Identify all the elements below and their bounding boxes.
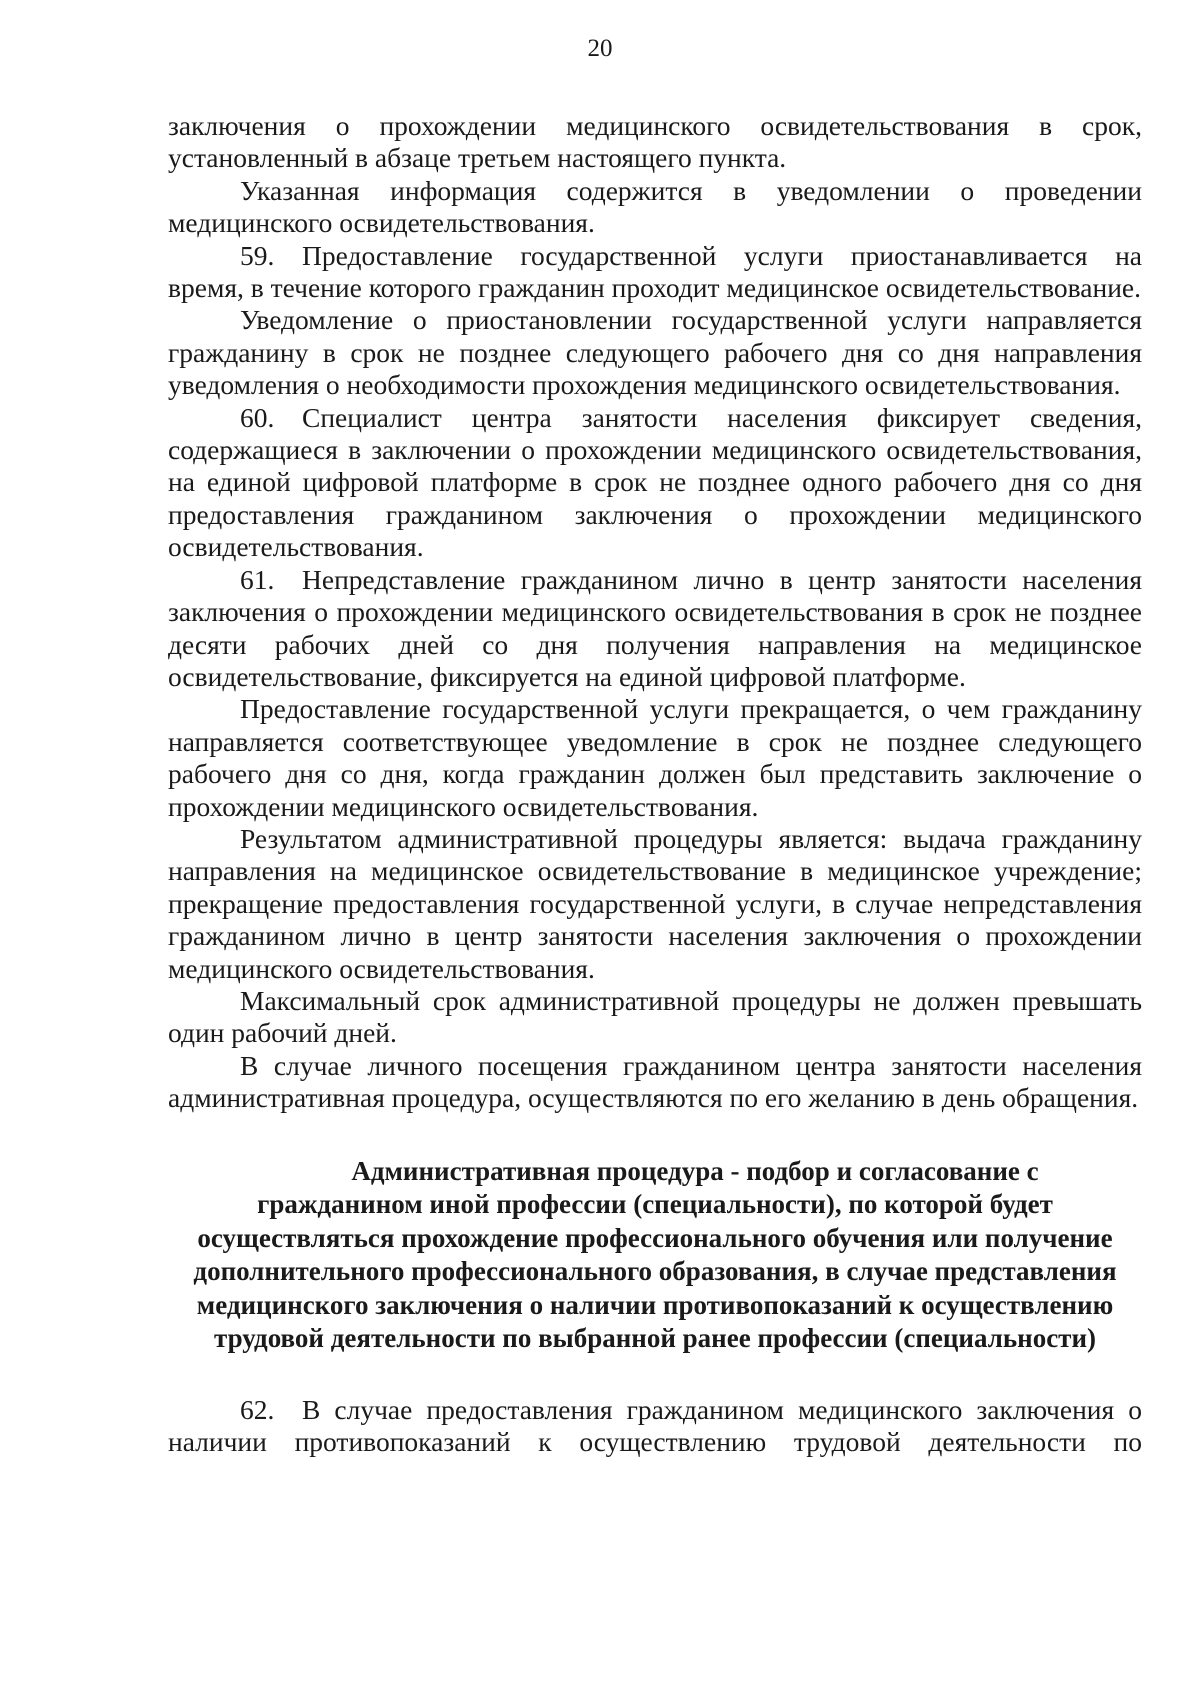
clause-number: 61. — [240, 563, 275, 595]
document-body — [168, 110, 1142, 1458]
paragraph-personal-visit: В случае личного посещения гражданином центра занятости населения административная процедура, осуществляются по его желанию в день обращения. — [168, 1049, 1142, 1114]
clause-text: Специалист центра занятости населения фиксирует сведения, содержащиеся в заключении о прохождении медицинского освидетельствования, на единой цифровой платформе в срок не позднее одного рабочего дня со дня предоставления гражданином заключения о прохождении медицинского освидетельствования. — [168, 401, 1142, 563]
paragraph-max-term: Максимальный срок административной процедуры не должен превышать один рабочий дней. — [168, 984, 1142, 1049]
paragraph-62 — [168, 1394, 1142, 1459]
heading-line: медицинского заключения о наличии противопоказаний к осуществлению — [196, 1289, 1114, 1320]
heading-line: трудовой деятельности по выбранной ранее профессии (специальности) — [213, 1323, 1096, 1354]
paragraph-59 — [168, 240, 1142, 305]
paragraph-termination: Предоставление государственной услуги прекращается, о чем гражданину направляется соответствующее уведомление в срок не позднее следующего рабочего дня со дня, когда гражданин должен был представить заключение о прохождении медицинского освидетельствования. — [168, 693, 1142, 822]
paragraph-continuation: заключения о прохождении медицинского освидетельствования в срок, установленный в абзаце третьем настоящего пункта. — [168, 110, 1142, 174]
heading-line: осуществляться прохождение профессионального обучения или получение — [197, 1222, 1113, 1253]
clause-text: Предоставление государственной услуги приостанавливается на время, в течение которого гражданин проходит медицинское освидетельствование. — [168, 239, 1142, 304]
page-number: 20 — [587, 35, 613, 62]
clause-text: В случае предоставления гражданином медицинского заключения о наличии противопоказаний к осуществлению трудовой деятельности по — [168, 1393, 1142, 1457]
paragraph-60 — [168, 402, 1142, 564]
heading-line: дополнительного профессионального образования, в случае представления — [193, 1256, 1117, 1287]
paragraph-notice-info: Указанная информация содержится в уведомлении о проведении медицинского освидетельствования. — [168, 174, 1142, 239]
clause-number: 60. — [240, 401, 275, 433]
paragraph-suspension-notice: Уведомление о приостановлении государственной услуги направляется гражданину в срок не позднее следующего рабочего дня со дня направления уведомления о необходимости прохождения медицинского освидетельствования. — [168, 304, 1142, 401]
paragraph-61 — [168, 564, 1142, 694]
heading-line: Административная процедура - подбор и согласование с — [351, 1155, 1039, 1186]
clause-text: Непредставление гражданином лично в центр занятости населения заключения о прохождении медицинского освидетельствования в срок не позднее десяти рабочих дней со дня получения направления на медицинское освидетельствование, фиксируется на единой цифровой платформе. — [168, 563, 1142, 692]
paragraph-result: Результатом административной процедуры является: выдача гражданину направления на медицинское освидетельствование в медицинское учреждение; прекращение предоставления государственной услуги, в случае непредставления гражданином лично в центр занятости населения заключения о прохождении медицинского освидетельствования. — [168, 822, 1142, 984]
heading-line: гражданином иной профессии (специальности), по которой будет — [257, 1189, 1053, 1220]
clause-number: 62. — [240, 1393, 275, 1425]
section-heading — [168, 1155, 1142, 1356]
clause-number: 59. — [240, 239, 275, 271]
